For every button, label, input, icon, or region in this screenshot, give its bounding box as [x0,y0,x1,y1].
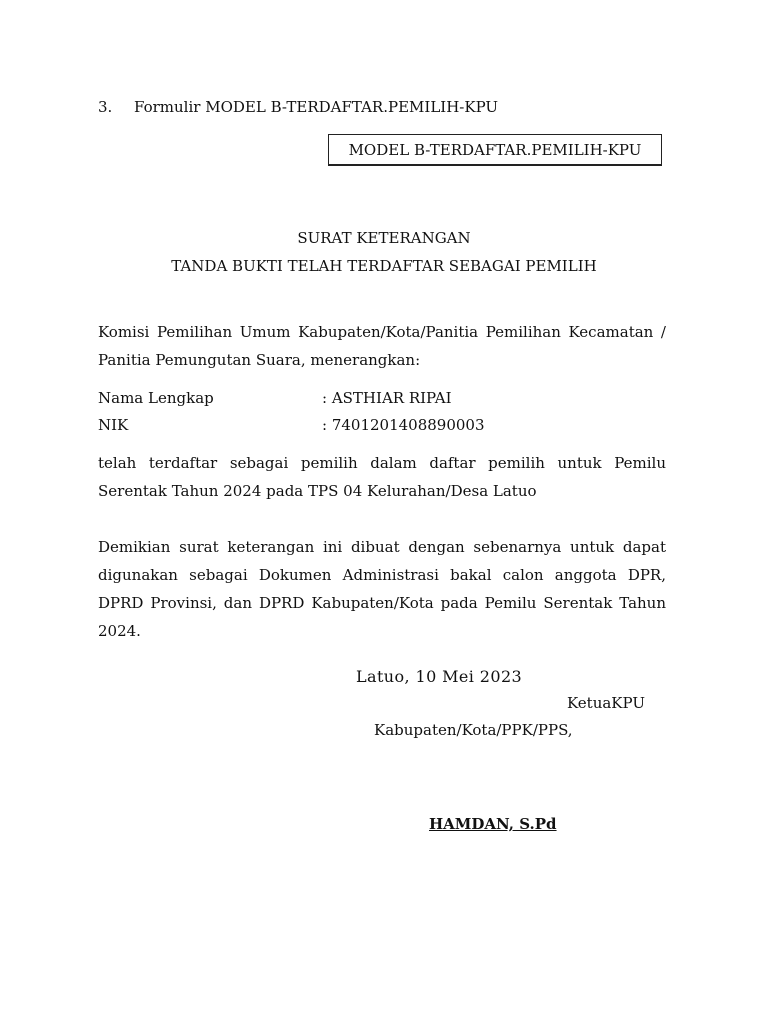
closing-paragraph: Demikian surat keterangan ini dibuat dengan sebenarnya untuk dapat digunakan sebagai Dokumen Administrasi bakal calon anggota DPR, DPRD Provinsi, dan DPRD Kabupaten/Kota pada Pemilu Serentak Tahun 2024. [98,538,666,640]
signer-position: KetuaKPU [567,694,645,712]
intro-paragraph: Komisi Pemilihan Umum Kabupaten/Kota/Panitia Pemilihan Kecamatan / Panitia Pemungutan Suara, menerangkan: [98,323,666,369]
letter-subtitle: TANDA BUKTI TELAH TERDAFTAR SEBAGAI PEMILIH [171,257,597,275]
place-date: Latuo, 10 Mei 2023 [356,667,523,686]
field-value: : ASTHIAR RIPAI [322,389,452,407]
field-row-name [98,389,452,407]
field-row-nik [98,416,485,434]
signer-name: HAMDAN, S.Pd [429,815,557,833]
field-value: : 7401201408890003 [322,416,485,434]
field-label: NIK [98,416,129,434]
signer-institution: Kabupaten/Kota/PPK/PPS, [374,721,573,739]
field-label: Nama Lengkap [98,389,214,407]
letter-title: SURAT KETERANGAN [297,229,471,247]
statement-paragraph: telah terdaftar sebagai pemilih dalam daftar pemilih untuk Pemilu Serentak Tahun 2024 pada TPS 04 Kelurahan/Desa Latuo [98,454,666,500]
form-number: 3. [98,98,113,116]
model-code-box: MODEL B-TERDAFTAR.PEMILIH-KPU [328,134,662,166]
form-heading [98,98,498,116]
form-title: Formulir MODEL B-TERDAFTAR.PEMILIH-KPU [134,98,499,116]
